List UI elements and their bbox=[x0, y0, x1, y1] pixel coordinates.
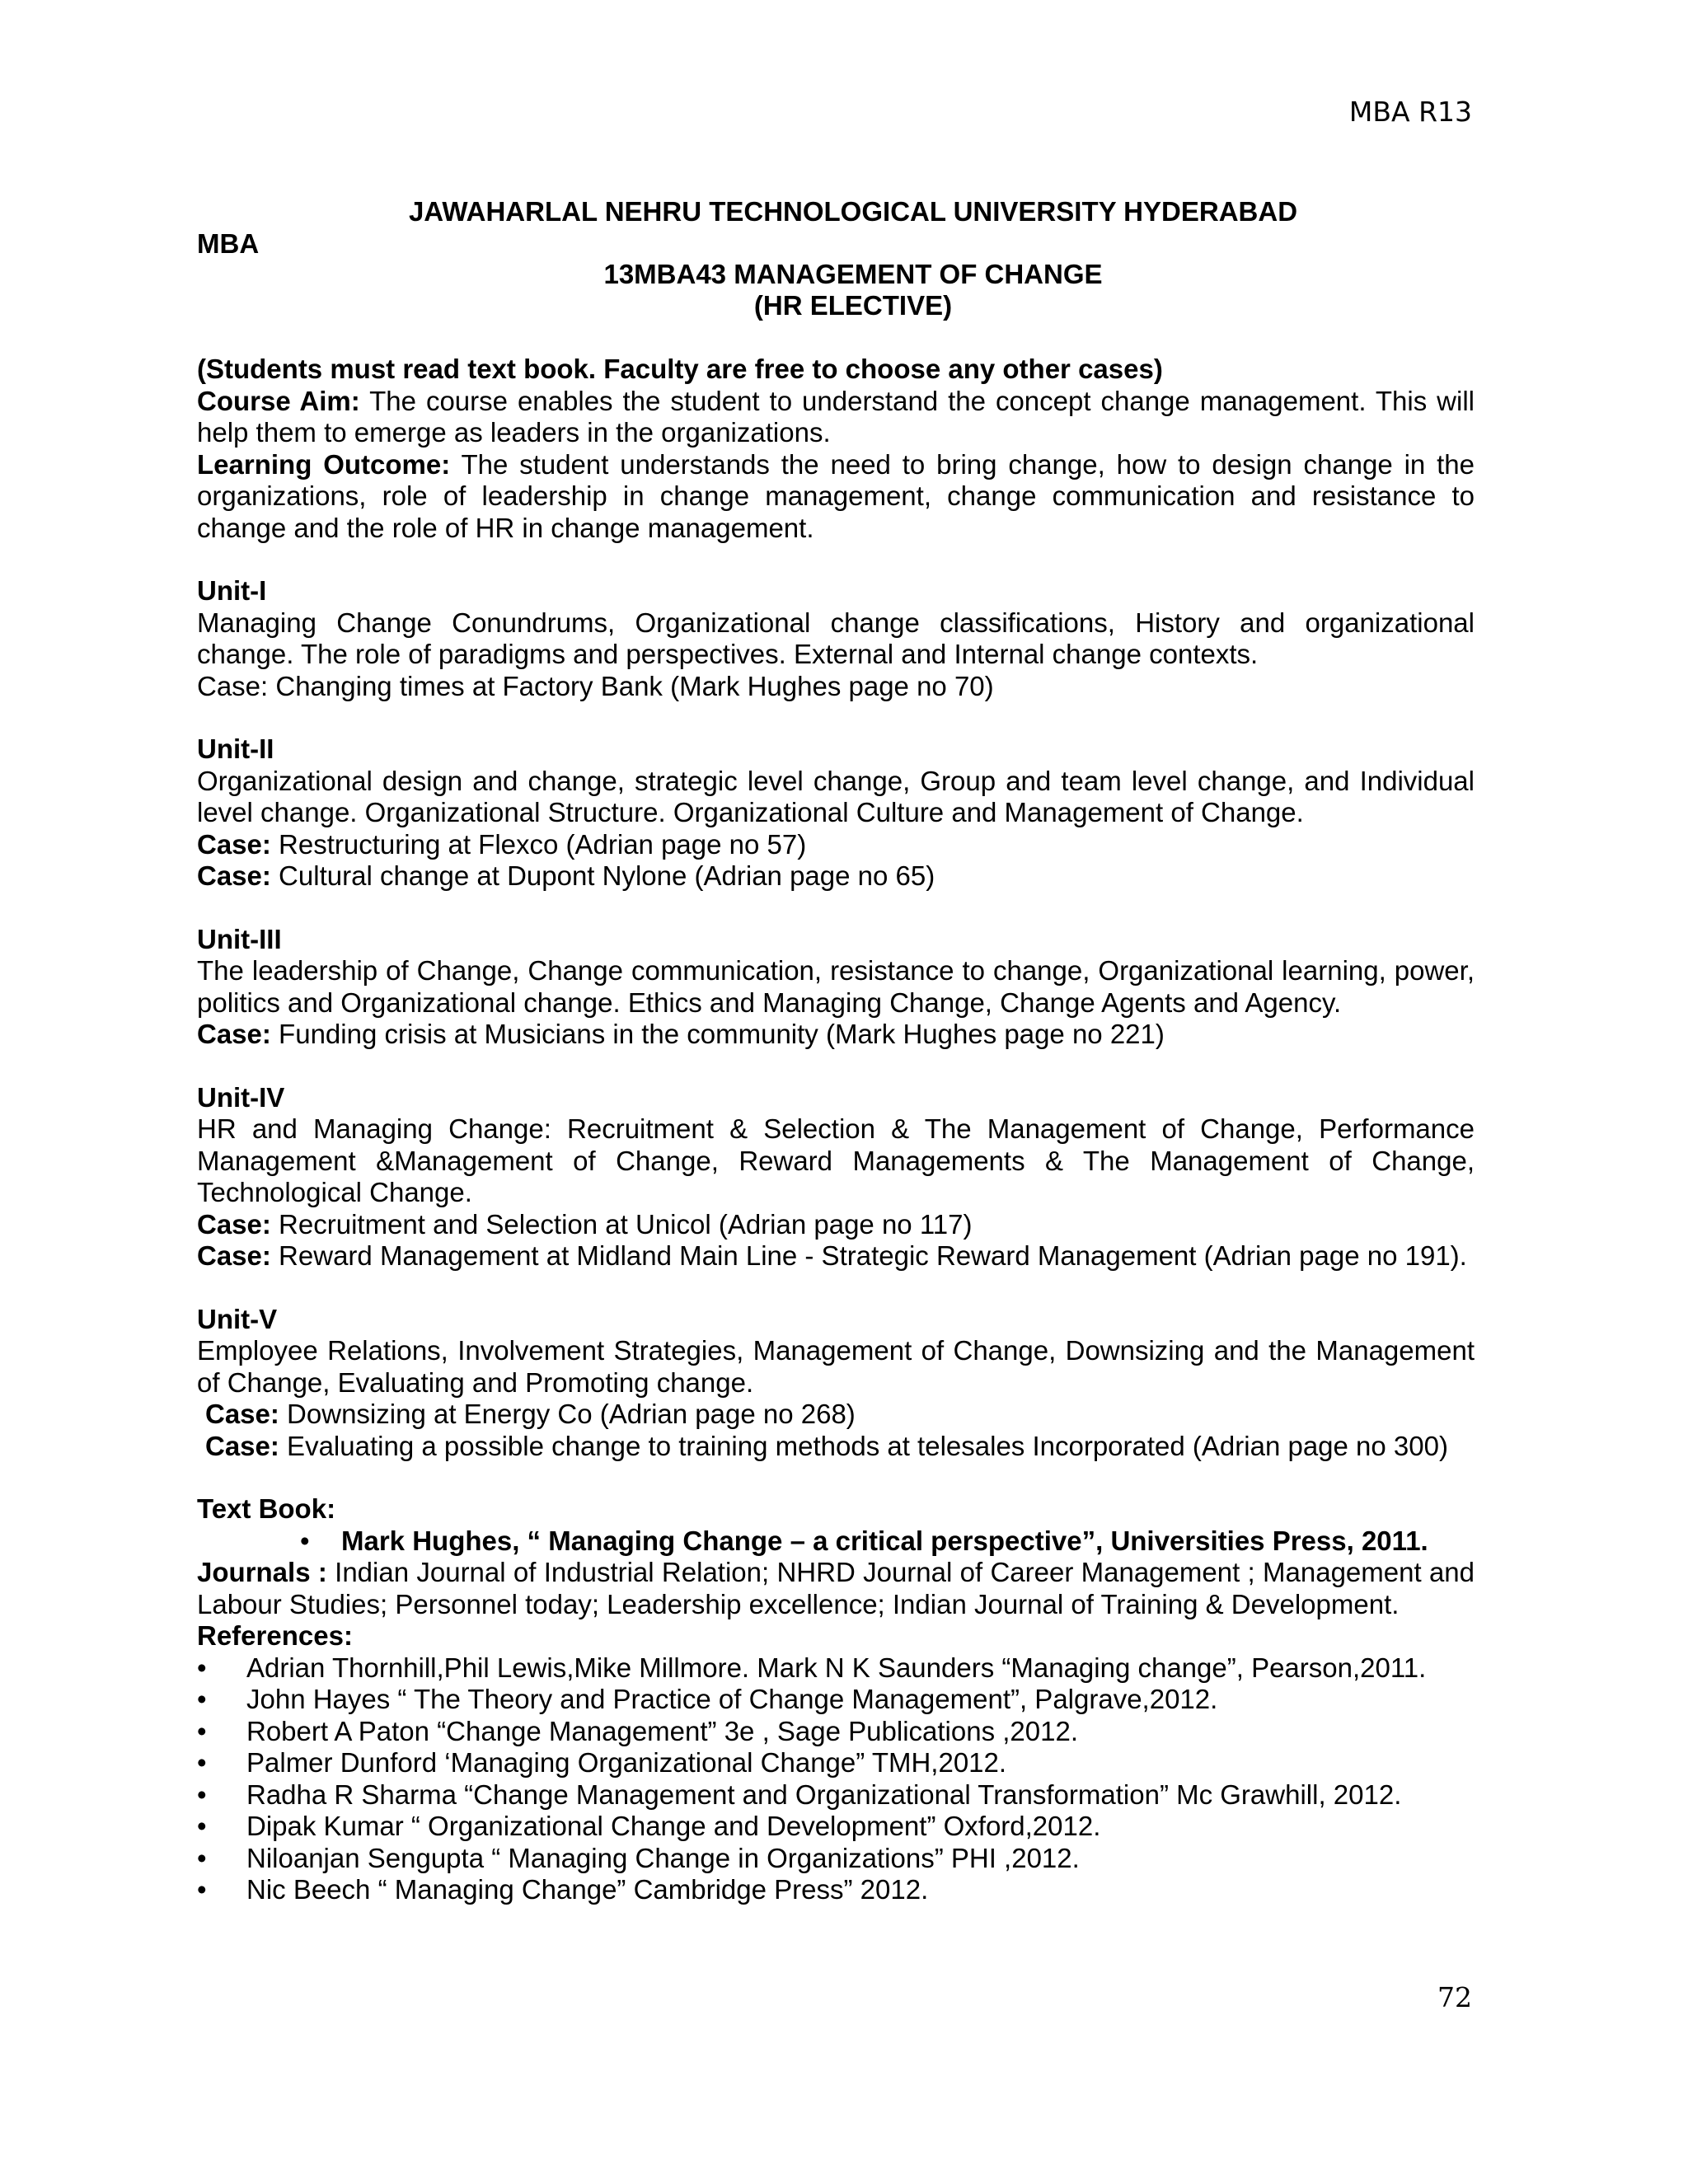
unit-heading: Unit-I bbox=[197, 575, 267, 606]
unit-case: Case: Evaluating a possible change to training methods at telesales Incorporated (Adrian page no 300) bbox=[205, 1430, 1448, 1461]
elective-label: (HR ELECTIVE) bbox=[753, 290, 953, 321]
unit-description: Managing Change Conundrums, Organizational change classifications, History and organizational change. The role of paradigms and perspectives. External and Internal change contexts. bbox=[197, 607, 1475, 669]
students-note: (Students must read text book. Faculty are free to choose any other cases) bbox=[197, 354, 1163, 384]
text-book-item: • Mark Hughes, “ Managing Change – a critical perspective”, Universities Press, 2011. bbox=[197, 1526, 1475, 1558]
unit-case: Case: Cultural change at Dupont Nylone (Adrian page no 65) bbox=[197, 860, 935, 891]
unit-section bbox=[197, 575, 1475, 702]
course-title: 13MBA43 MANAGEMENT OF CHANGE bbox=[603, 259, 1103, 289]
course-aim: Course Aim: The course enables the student to understand the concept change management. This will help them to emerge as leaders in the organizations. bbox=[197, 385, 1475, 448]
reference-item: • Nic Beech “ Managing Change” Cambridge Press” 2012. bbox=[197, 1874, 1475, 1906]
references-list bbox=[197, 1652, 1475, 1906]
document-body bbox=[197, 354, 1475, 1906]
unit-heading: Unit-V bbox=[197, 1303, 278, 1334]
unit-case: Case: Reward Management at Midland Main Line - Strategic Reward Management (Adrian page no 191). bbox=[197, 1240, 1467, 1271]
reference-item: • Dipak Kumar “ Organizational Change and Development” Oxford,2012. bbox=[197, 1811, 1475, 1843]
learning-outcome: Learning Outcome: The student understands the need to bring change, how to design change in the organizations, role of leadership in change management, change communication and resistance to change and the role of HR in change management. bbox=[197, 448, 1475, 543]
reference-item: • John Hayes “ The Theory and Practice of Change Management”, Palgrave,2012. bbox=[197, 1684, 1475, 1716]
unit-description: The leadership of Change, Change communication, resistance to change, Organizational learning, power, politics and Organizational change. Ethics and Managing Change, Change Agents and Agency. bbox=[197, 955, 1475, 1018]
unit-description: Employee Relations, Involvement Strategies, Management of Change, Downsizing and the Management of Change, Evaluating and Promoting change. bbox=[197, 1335, 1475, 1398]
unit-case: Case: Funding crisis at Musicians in the community (Mark Hughes page no 221) bbox=[197, 1019, 1165, 1049]
page-number: 72 bbox=[1437, 1981, 1472, 2013]
text-book-heading: Text Book: bbox=[197, 1493, 336, 1524]
reference-item: • Robert A Paton “Change Management” 3e , Sage Publications ,2012. bbox=[197, 1716, 1475, 1748]
unit-heading: Unit-III bbox=[197, 923, 282, 954]
unit-section bbox=[197, 733, 1475, 893]
unit-case: Case: Changing times at Factory Bank (Mark Hughes page no 70) bbox=[197, 670, 994, 701]
unit-section bbox=[197, 1304, 1475, 1463]
unit-section bbox=[197, 1082, 1475, 1272]
reference-item: • Adrian Thornhill,Phil Lewis,Mike Millmore. Mark N K Saunders “Managing change”, Pearson,2011. bbox=[197, 1652, 1475, 1685]
unit-case: Case: Downsizing at Energy Co (Adrian page no 268) bbox=[205, 1399, 856, 1429]
program-label: MBA bbox=[197, 228, 260, 259]
unit-section bbox=[197, 924, 1475, 1051]
header-program-tag: MBA R13 bbox=[1348, 96, 1472, 128]
reference-item: • Niloanjan Sengupta “ Managing Change in Organizations” PHI ,2012. bbox=[197, 1843, 1475, 1875]
reference-item: • Radha R Sharma “Change Management and Organizational Transformation” Mc Grawhill, 2012. bbox=[197, 1779, 1475, 1811]
journals: Journals : Indian Journal of Industrial Relation; NHRD Journal of Career Management ; Management and Labour Studies; Personnel today; Leadership excellence; Indian Journal of Training & Development. bbox=[197, 1557, 1475, 1619]
unit-heading: Unit-II bbox=[197, 733, 274, 764]
unit-case: Case: Restructuring at Flexco (Adrian page no 57) bbox=[197, 828, 807, 860]
references-heading: References: bbox=[197, 1620, 353, 1651]
unit-case: Case: Recruitment and Selection at Unicol (Adrian page no 117) bbox=[197, 1208, 973, 1240]
unit-description: Organizational design and change, strategic level change, Group and team level change, and Individual level change. Organizational Structure. Organizational Culture and Management of Change. bbox=[197, 765, 1475, 827]
unit-description: HR and Managing Change: Recruitment & Selection & The Management of Change, Performance Management &Management of Change, Reward Managements & The Management of Change, Technological Change. bbox=[197, 1113, 1475, 1207]
unit-heading: Unit-IV bbox=[197, 1081, 285, 1113]
university-title: JAWAHARLAL NEHRU TECHNOLOGICAL UNIVERSITY HYDERABAD bbox=[408, 196, 1298, 227]
reference-item: • Palmer Dunford ‘Managing Organizational Change” TMH,2012. bbox=[197, 1747, 1475, 1779]
